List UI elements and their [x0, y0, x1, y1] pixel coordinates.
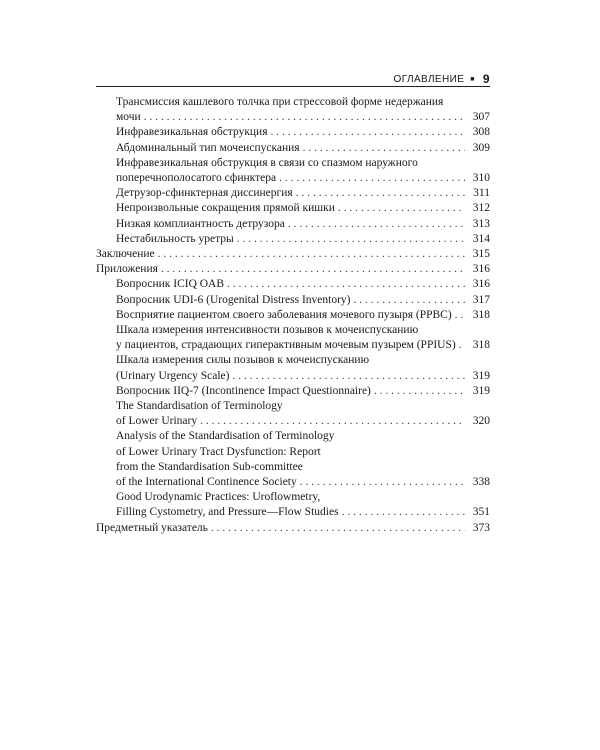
toc-entry[interactable] [96, 217, 490, 232]
toc-page-number: 338 [472, 476, 490, 489]
toc-entry-title-line: Инфравезикальная обструкция в связи со спазмом наружного [116, 156, 418, 169]
toc-entry[interactable] [96, 262, 490, 277]
toc-entry-title-line: Вопросник UDI-6 (Urogenital Distress Inventory) [116, 293, 351, 306]
toc-entry-title-line: Analysis of the Standardisation of Terminology [116, 430, 335, 443]
dot-leader [271, 125, 466, 140]
dot-leader [455, 308, 465, 323]
toc-entry-title-line: у пациентов, страдающих гиперактивным мочевым пузырем (PPIUS) [116, 339, 456, 352]
dot-leader [158, 247, 465, 262]
toc-entry[interactable] [96, 521, 490, 536]
toc-entry-title-line: Абдоминальный тип мочеиспускания [116, 141, 300, 154]
toc-entry[interactable] [96, 323, 490, 353]
toc-entry[interactable] [96, 384, 490, 399]
toc-entry-title-line: Шкала измерения интенсивности позывов к мочеиспусканию [116, 324, 419, 337]
toc-entry-title-line: Инфравезикальная обструкция [116, 126, 268, 139]
dot-leader [338, 201, 465, 216]
toc-entry-title-line: Good Urodynamic Practices: Uroflowmetry, [116, 491, 321, 504]
dot-leader [232, 369, 465, 384]
toc-entry-title-line: The Standardisation of Terminology [116, 400, 283, 413]
toc-entry-title-line: Низкая комплиантность детрузора [116, 217, 285, 230]
toc-entry-title-line: of the International Continence Society [116, 476, 297, 489]
toc-entry-title-line: мочи [116, 111, 141, 124]
dot-leader [303, 141, 465, 156]
toc-entry[interactable] [96, 429, 490, 490]
toc-entry-title-line: of Lower Urinary [116, 415, 198, 428]
toc-entry[interactable] [96, 277, 490, 292]
toc-page-number: 319 [472, 384, 490, 397]
header-title: ОГЛАВЛЕНИЕ [393, 73, 465, 85]
toc-page-number: 317 [472, 293, 490, 306]
dot-leader [296, 186, 465, 201]
toc-page-number: 307 [472, 111, 490, 124]
toc-page-number: 319 [472, 369, 490, 382]
dot-leader [200, 414, 465, 429]
toc-page-number: 320 [472, 415, 490, 428]
toc-page-number: 310 [472, 172, 490, 185]
dot-leader [459, 338, 465, 353]
toc-entry-title-line: Filling Cystometry, and Pressure—Flow Studies [116, 506, 339, 519]
toc-entry[interactable] [96, 186, 490, 201]
toc-entry[interactable] [96, 308, 490, 323]
toc-entry-title-line: Заключение [96, 248, 155, 261]
dot-leader [300, 475, 465, 490]
toc-page-number: 318 [472, 339, 490, 352]
toc-entry[interactable] [96, 201, 490, 216]
toc-entry[interactable] [96, 353, 490, 383]
toc-entry[interactable] [96, 232, 490, 247]
toc-entry-title-line: Трансмиссия кашлевого толчка при стрессовой форме недержания [116, 96, 444, 108]
toc-entry-title-line: of Lower Urinary Tract Dysfunction: Report [116, 445, 321, 458]
page-number: 9 [482, 72, 490, 86]
header-bullet-icon: ■ [470, 75, 475, 83]
toc-entry-title-line: Непроизвольные сокращения прямой кишки [116, 202, 335, 215]
toc-entry-title-line: Приложения [96, 263, 158, 276]
toc-entry[interactable] [96, 95, 490, 125]
toc-entry-title-line: Предметный указатель [96, 521, 208, 534]
dot-leader [161, 262, 465, 277]
dot-leader [211, 521, 465, 536]
toc-page-number: 313 [472, 217, 490, 230]
toc-page-number: 314 [472, 232, 490, 245]
toc-entry[interactable] [96, 490, 490, 520]
dot-leader [374, 384, 465, 399]
toc-page-number: 316 [472, 278, 490, 291]
toc-entry-title-line: Детрузор-сфинктерная диссинергия [116, 187, 293, 200]
dot-leader [237, 232, 465, 247]
toc-page-number: 351 [472, 506, 490, 519]
table-of-contents [96, 95, 490, 536]
dot-leader [353, 293, 465, 308]
toc-page-number: 311 [473, 187, 490, 200]
toc-entry[interactable] [96, 141, 490, 156]
toc-page-number: 315 [472, 248, 490, 261]
toc-page-number: 373 [472, 521, 490, 534]
toc-entry-title-line: from the Standardisation Sub-committee [116, 460, 303, 473]
toc-entry[interactable] [96, 247, 490, 262]
toc-entry-title-line: (Urinary Urgency Scale) [116, 369, 230, 382]
toc-entry[interactable] [96, 156, 490, 186]
toc-entry[interactable] [96, 399, 490, 429]
toc-page-number: 316 [472, 263, 490, 276]
toc-entry-title-line: Вопросник IIQ-7 (Incontinence Impact Questionnaire) [116, 384, 371, 397]
running-header [0, 72, 490, 86]
header-rule [96, 86, 490, 87]
toc-entry-title-line: поперечнополосатого сфинктера [116, 172, 277, 185]
toc-entry[interactable] [96, 293, 490, 308]
toc-entry-title-line: Восприятие пациентом своего заболевания мочевого пузыря (PPBC) [116, 308, 452, 321]
dot-leader [279, 171, 465, 186]
dot-leader [227, 277, 465, 292]
toc-page-number: 318 [472, 308, 490, 321]
toc-entry-title-line: Вопросник ICIQ OAB [116, 278, 225, 291]
toc-entry-title-line: Нестабильность уретры [116, 232, 234, 245]
toc-page-number: 309 [472, 141, 490, 154]
dot-leader [288, 217, 465, 232]
toc-entry[interactable] [96, 125, 490, 140]
toc-page-number: 312 [472, 202, 490, 215]
toc-entry-title-line: Шкала измерения силы позывов к мочеиспусканию [116, 354, 370, 367]
toc-page-number: 308 [472, 126, 490, 139]
dot-leader [342, 505, 465, 520]
dot-leader [144, 110, 465, 125]
